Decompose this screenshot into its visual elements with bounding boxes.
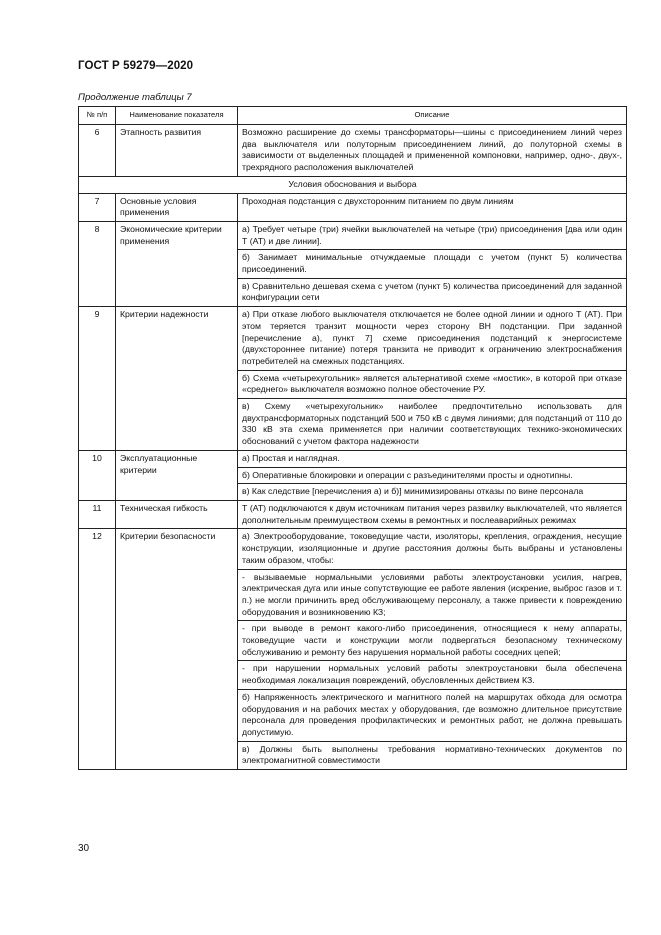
table-row xyxy=(79,500,627,528)
desc-paragraph: б) Оперативные блокировки и операции с разъединителями просты и однотипны. xyxy=(238,467,626,482)
row-desc xyxy=(238,125,627,177)
row-num: 8 xyxy=(79,221,116,306)
row-desc xyxy=(238,529,627,770)
row-name: Этапность развития xyxy=(116,125,238,177)
row-desc xyxy=(238,193,627,221)
table-row xyxy=(79,221,627,306)
desc-paragraph: б) Напряженность электрического и магнитного полей на маршрутах обхода для осмотра оборудования и на рабочих местах у оборудования, где возможно длительное присутствие персонала для проведения профилактических и ремонтных работ, не должна превышать допустимую. xyxy=(238,689,626,739)
row-num: 6 xyxy=(79,125,116,177)
table-row xyxy=(79,125,627,177)
row-name: Экономические критерии применения xyxy=(116,221,238,306)
row-name: Эксплуатационные критерии xyxy=(116,450,238,500)
section-title: Условия обоснования и выбора xyxy=(79,176,627,193)
desc-paragraph: б) Занимает минимальные отчуждаемые площади с учетом (пункт 5) количества присоединений. xyxy=(238,249,626,275)
table-row xyxy=(79,307,627,451)
row-num: 12 xyxy=(79,529,116,770)
desc-paragraph: - при выводе в ремонт какого-либо присоединения, относящиеся к нему аппараты, токоведущие части и конструкции могли подвергаться безопасному техническому обслуживанию и ремонту без нарушения нормальной работы соседних цепей; xyxy=(238,620,626,658)
section-row xyxy=(79,176,627,193)
desc-paragraph: а) Электрооборудование, токоведущие части, изоляторы, крепления, ограждения, несущие конструкции, изоляционные и другие расстояния должны быть выбраны и установлены таким образом, чтобы: xyxy=(242,531,622,565)
desc-paragraph: а) При отказе любого выключателя отключается не более одной линии и одного Т (АТ). При этом теряется транзит мощности через сторону ВН подстанции. При заданной [перечисление а), пункт 7] схеме присоединения подстанций к энергосистеме (двухстороннее питание) потеря транзита не приводит к ограничению электроснабжения потребителей на смежных подстанциях. xyxy=(242,309,622,366)
desc-paragraph: в) Сравнительно дешевая схема с учетом (пункт 5) количества присоединений для заданной конфигурации сети xyxy=(238,278,626,304)
row-name: Основные условия применения xyxy=(116,193,238,221)
table-header-row xyxy=(79,107,627,125)
row-desc xyxy=(238,221,627,306)
desc-paragraph: в) Как следствие [перечисления а) и б)] минимизированы отказы по вине персонала xyxy=(238,483,626,498)
row-desc xyxy=(238,307,627,451)
desc-paragraph: Проходная подстанция с двухсторонним питанием по двум линиям xyxy=(242,195,514,206)
desc-paragraph: а) Требует четыре (три) ячейки выключателей на четыре (три) присоединения [два или один Т (АТ) и две линии]. xyxy=(242,223,622,246)
row-num: 10 xyxy=(79,450,116,500)
desc-paragraph: б) Схема «четырехугольник» является альтернативой схеме «мостик», в которой при отказе «среднего» выключателя возможно полное обесточение РУ. xyxy=(238,370,626,396)
table-row xyxy=(79,529,627,770)
row-num: 11 xyxy=(79,500,116,528)
row-name: Техническая гибкость xyxy=(116,500,238,528)
row-desc xyxy=(238,450,627,500)
row-name: Критерии безопасности xyxy=(116,529,238,770)
desc-paragraph: - при нарушении нормальных условий работы электроустановки была обеспечена необходимая локализация повреждений, обусловленных действием КЗ. xyxy=(238,660,626,686)
table-caption: Продолжение таблицы 7 xyxy=(78,92,192,103)
page-number: 30 xyxy=(78,843,90,854)
desc-paragraph: в) Схему «четырехугольник» наиболее предпочтительно использовать для двухтрансформаторных подстанций 500 и 750 кВ с двумя линиями; для подстанций от 110 до 330 кВ эта схема применяется при наличии соответствующих технико-экономических обоснований с учетом фактора надежности xyxy=(238,398,626,448)
standard-number: ГОСТ Р 59279—2020 xyxy=(78,60,194,72)
criteria-table xyxy=(78,106,627,770)
row-num: 9 xyxy=(79,307,116,451)
row-desc xyxy=(238,500,627,528)
header-desc: Описание xyxy=(238,107,627,125)
row-name: Критерии надежности xyxy=(116,307,238,451)
desc-paragraph: а) Простая и наглядная. xyxy=(242,452,340,463)
desc-paragraph: Т (АТ) подключаются к двум источникам питания через развилку выключателей, что является дополнительным преимуществом схемы в ремонтных и послеаварийных режимах xyxy=(242,502,622,525)
table-row xyxy=(79,450,627,500)
desc-paragraph: Возможно расширение до схемы трансформаторы—шины с присоединением линий через два выключателя или полуторным присоединением линий, до полуторной схемы в зависимости от выделенных площадей и примененной компоновки, например, одно-, двух-, трехрядного расположения выключателей xyxy=(242,127,622,173)
header-name: Наименование показателя xyxy=(116,107,238,125)
row-num: 7 xyxy=(79,193,116,221)
table-row xyxy=(79,193,627,221)
header-num: № п/п xyxy=(79,107,116,125)
desc-paragraph: - вызываемые нормальными условиями работы электроустановки усилия, нагрев, электрическая дуга или иные сопутствующие ее работе явления (искрение, выброс газов и т. п.) не могли причинить вред обслуживающему персоналу, а также привести к повреждению оборудования и возникновению КЗ; xyxy=(238,569,626,619)
desc-paragraph: в) Должны быть выполнены требования нормативно-технических документов по электромагнитной совместимости xyxy=(238,741,626,767)
